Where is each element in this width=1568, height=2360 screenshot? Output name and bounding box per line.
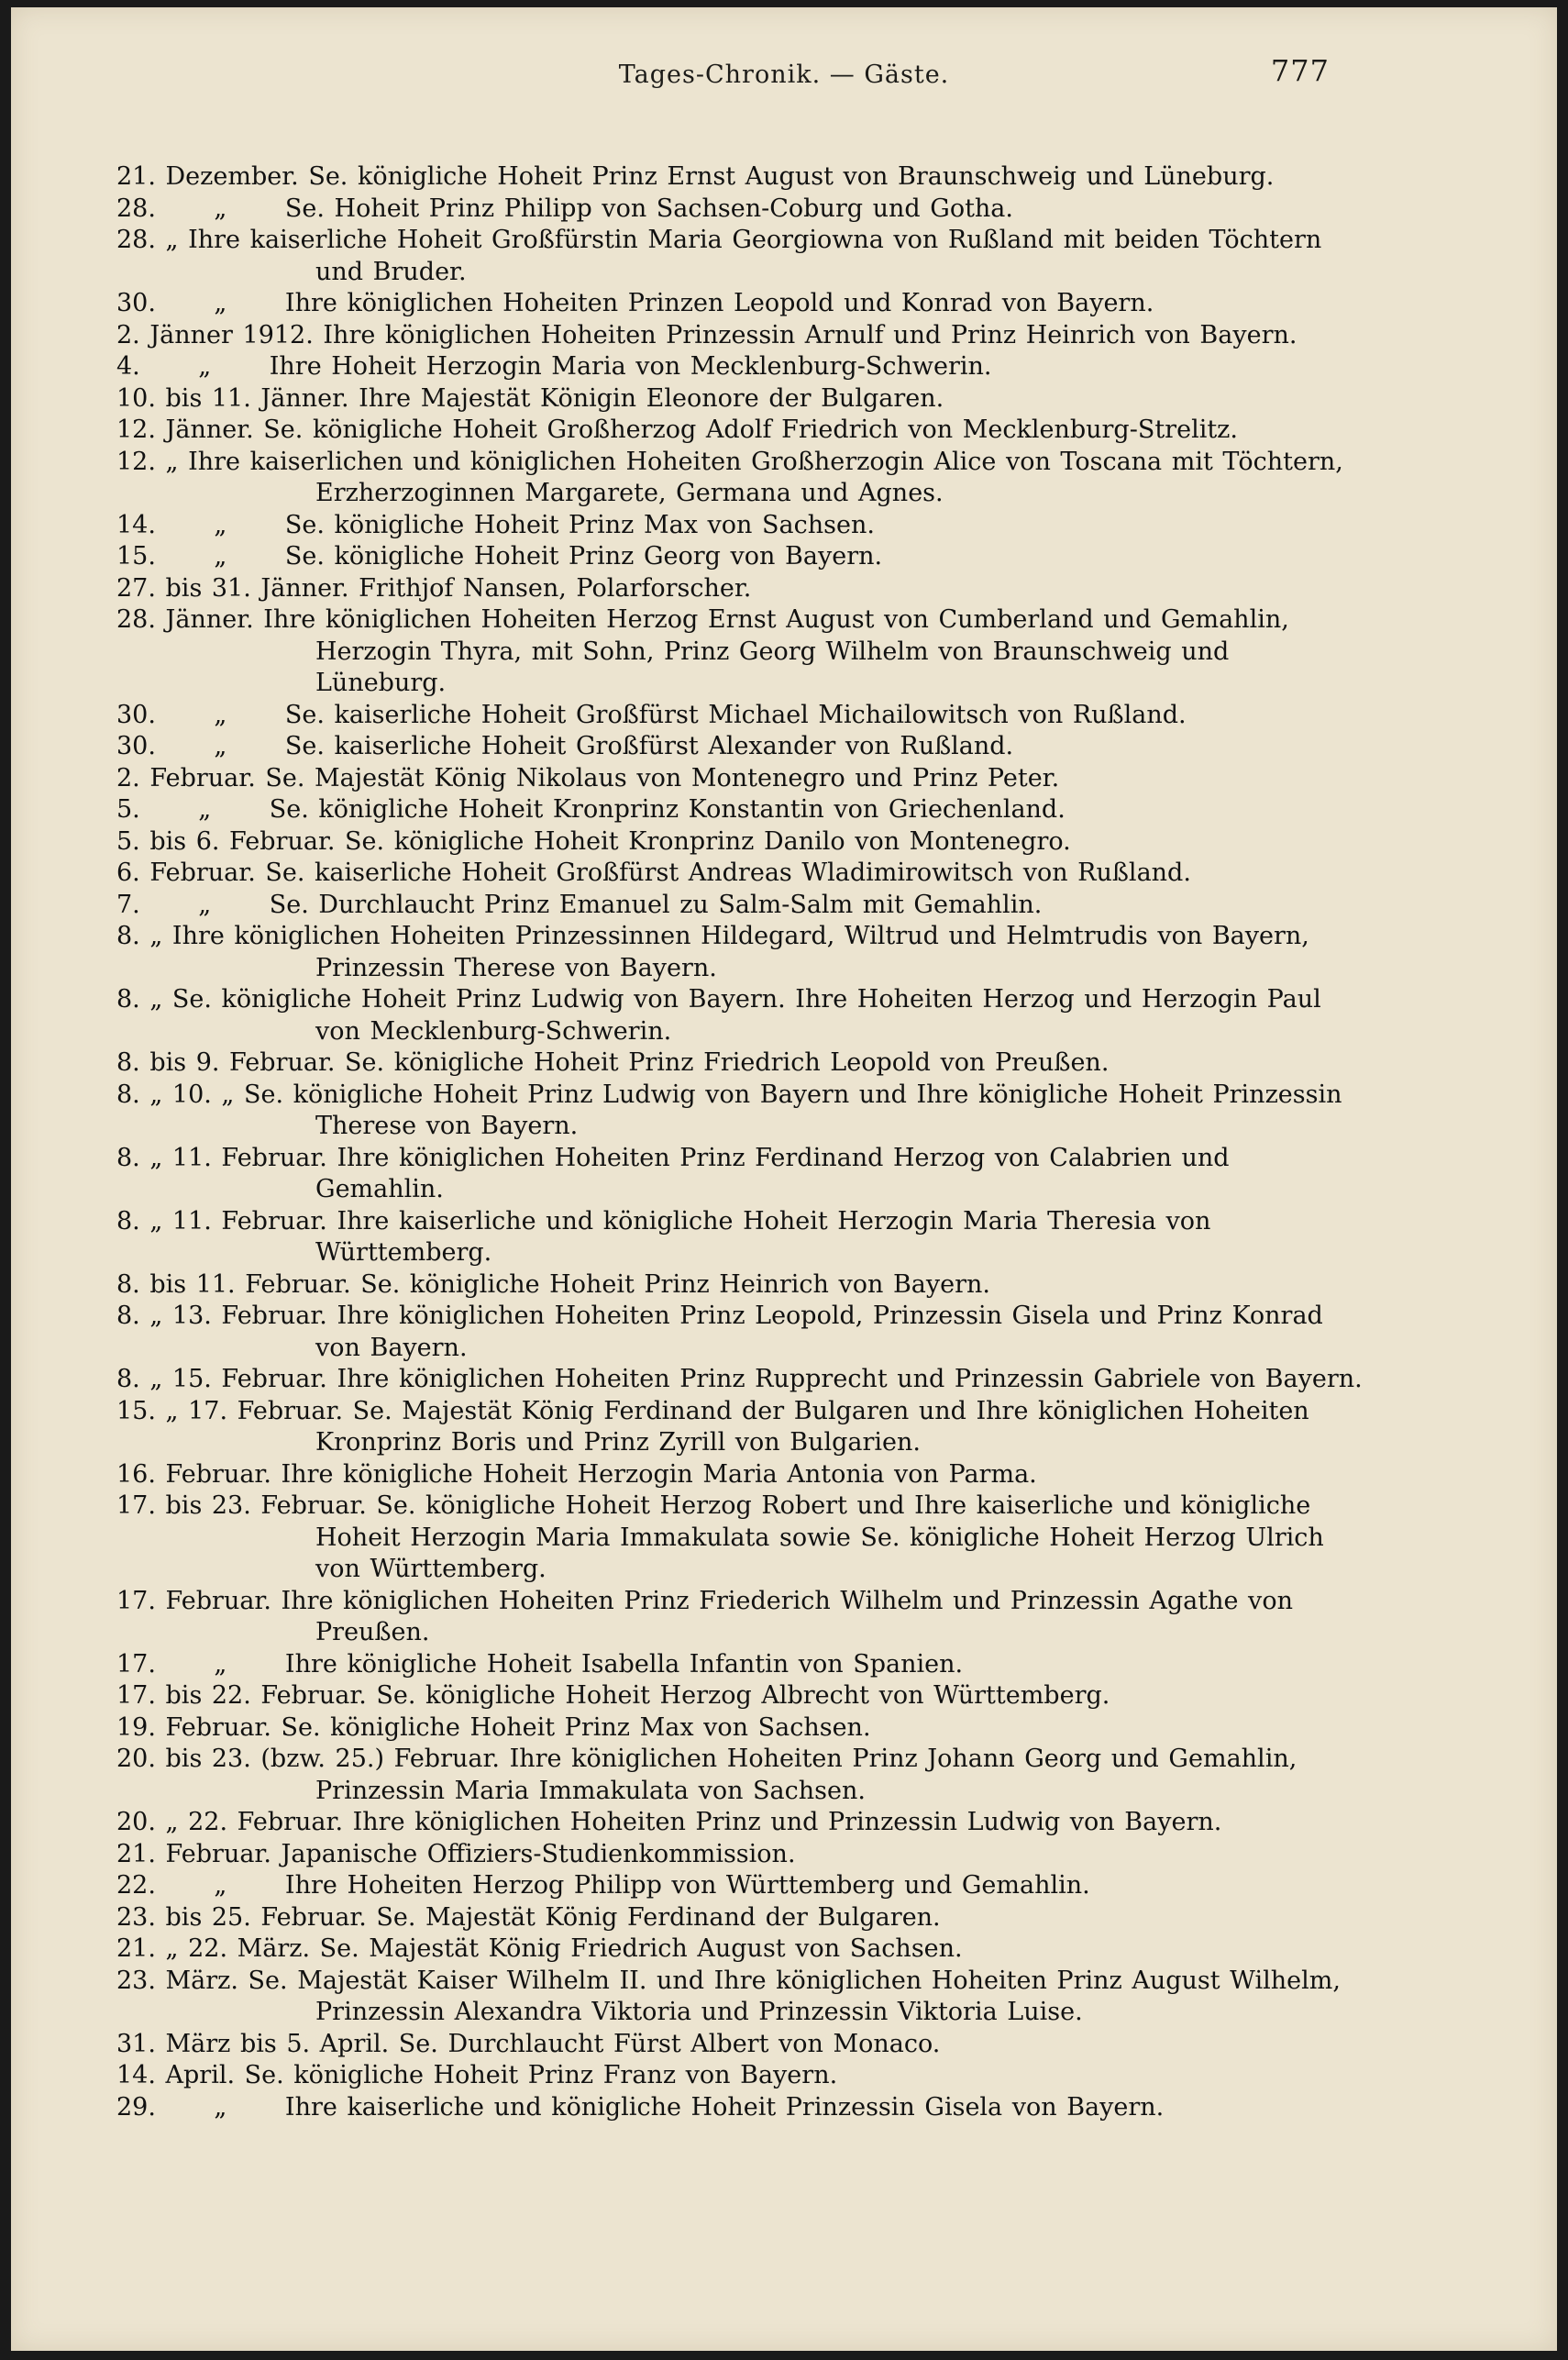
chronicle-entry: 10. bis 11. Jänner. Ihre Majestät Königin Eleonore der Bulgaren. (116, 383, 944, 413)
chronicle-entry: 16. Februar. Ihre königliche Hoheit Herzogin Maria Antonia von Parma. (116, 1459, 1037, 1489)
chronicle-entry: 8. bis 11. Februar. Se. königliche Hoheit Prinz Heinrich von Bayern. (116, 1269, 991, 1299)
chronicle-entry: 17. „ Ihre königliche Hoheit Isabella Infantin von Spanien. (116, 1649, 964, 1679)
chronicle-entry: 28. „ Se. Hoheit Prinz Philipp von Sachsen-Coburg und Gotha. (116, 194, 1013, 223)
chronicle-entry: 30. „ Ihre königlichen Hoheiten Prinzen Leopold und Konrad von Bayern. (116, 289, 1154, 317)
book-page (11, 7, 1557, 2351)
chronicle-entry: 28. Jänner. Ihre königlichen Hoheiten Herzog Ernst August von Cumberland und Gemahlin, Herzogin Thyra, mit Sohn, Prinz Georg Wilhelm von Braunschweig und Lüneburg. (116, 605, 1289, 697)
chronicle-entry: 23. März. Se. Majestät Kaiser Wilhelm II. und Ihre königlichen Hoheiten Prinz August Wilhelm, Prinzessin Alexandra Viktoria und Prinzessin Viktoria Luise. (116, 1966, 1341, 2026)
chronicle-entry: 4. „ Ihre Hoheit Herzogin Maria von Mecklenburg-Schwerin. (116, 352, 992, 381)
chronicle-entry: 5. „ Se. königliche Hoheit Kronprinz Konstantin von Griechenland. (116, 795, 1066, 824)
chronicle-entry: 22. „ Ihre Hoheiten Herzog Philipp von Württemberg und Gemahlin. (116, 1871, 1090, 1900)
chronicle-entry: 14. „ Se. königliche Hoheit Prinz Max von Sachsen. (116, 510, 875, 539)
chronicle-entry: 20. „ 22. Februar. Ihre königlichen Hoheiten Prinz und Prinzessin Ludwig von Bayern. (116, 1808, 1222, 1836)
chronicle-entry: 17. bis 22. Februar. Se. königliche Hoheit Herzog Albrecht von Württemberg. (116, 1681, 1110, 1710)
chronicle-entry: 8. „ 10. „ Se. königliche Hoheit Prinz Ludwig von Bayern und Ihre königliche Hoheit Prinzessin Therese von Bayern. (116, 1080, 1342, 1140)
chronicle-entry: 8. „ 11. Februar. Ihre kaiserliche und königliche Hoheit Herzogin Maria Theresia von Württemberg. (116, 1206, 1211, 1267)
chronicle-entry: 5. bis 6. Februar. Se. königliche Hoheit Kronprinz Danilo von Montenegro. (116, 826, 1071, 856)
chronicle-entry: 30. „ Se. kaiserliche Hoheit Großfürst Alexander von Rußland. (116, 732, 1014, 760)
chronicle-entry: 8. bis 9. Februar. Se. königliche Hoheit Prinz Friedrich Leopold von Preußen. (116, 1048, 1110, 1077)
chronicle-entry: 30. „ Se. kaiserliche Hoheit Großfürst Michael Michailowitsch von Rußland. (116, 700, 1187, 729)
chronicle-entry: 21. Dezember. Se. königliche Hoheit Prinz Ernst August von Braunschweig und Lüneburg. (116, 162, 1275, 191)
chronicle-entry: 8. „ 11. Februar. Ihre königlichen Hoheiten Prinz Ferdinand Herzog von Calabrien und Gemahlin. (116, 1143, 1230, 1203)
chronicle-entry: 14. April. Se. königliche Hoheit Prinz Franz von Bayern. (116, 2061, 838, 2089)
chronicle-entry: 2. Februar. Se. Majestät König Nikolaus von Montenegro und Prinz Peter. (116, 763, 1060, 792)
chronicle-entry: 15. „ Se. königliche Hoheit Prinz Georg von Bayern. (116, 542, 883, 571)
chronicle-entry: 12. „ Ihre kaiserlichen und königlichen Hoheiten Großherzogin Alice von Toscana mit Töchtern, Erzherzoginnen Margarete, Germana und Agnes. (116, 447, 1343, 507)
chronicle-entry: 15. „ 17. Februar. Se. Majestät König Ferdinand der Bulgaren und Ihre königlichen Hoheiten Kronprinz Boris und Prinz Zyrill von Bulgarien. (116, 1396, 1309, 1457)
chronicle-entry: 27. bis 31. Jänner. Frithjof Nansen, Polarforscher. (116, 573, 752, 603)
chronicle-entry: 2. Jänner 1912. Ihre königlichen Hoheiten Prinzessin Arnulf und Prinz Heinrich von Bayern. (116, 320, 1297, 349)
chronicle-entry: 7. „ Se. Durchlaucht Prinz Emanuel zu Salm-Salm mit Gemahlin. (116, 890, 1043, 919)
page-number: 777 (1270, 53, 1330, 88)
chronicle-entry: 21. „ 22. März. Se. Majestät König Friedrich August von Sachsen. (116, 1934, 963, 1963)
chronicle-list (116, 161, 1364, 2123)
running-head: Tages-Chronik. — Gäste. (618, 61, 950, 89)
chronicle-entry: 21. Februar. Japanische Offiziers-Studienkommission. (116, 1839, 796, 1868)
chronicle-entry: 8. „ 13. Februar. Ihre königlichen Hoheiten Prinz Leopold, Prinzessin Gisela und Prinz Konrad von Bayern. (116, 1302, 1323, 1362)
chronicle-entry: 23. bis 25. Februar. Se. Majestät König Ferdinand der Bulgaren. (116, 1902, 941, 1932)
chronicle-entry: 20. bis 23. (bzw. 25.) Februar. Ihre königlichen Hoheiten Prinz Johann Georg und Gemahlin, Prinzessin Maria Immakulata von Sachsen. (116, 1745, 1297, 1805)
chronicle-entry: 31. März bis 5. April. Se. Durchlaucht Fürst Albert von Monaco. (116, 2029, 941, 2058)
chronicle-entry: 29. „ Ihre kaiserliche und königliche Hoheit Prinzessin Gisela von Bayern. (116, 2092, 1165, 2122)
chronicle-entry: 17. bis 23. Februar. Se. königliche Hoheit Herzog Robert und Ihre kaiserliche und königliche Hoheit Herzogin Maria Immakulata sowie Se. königliche Hoheit Herzog Ulrich von Württemberg. (116, 1491, 1324, 1583)
chronicle-entry: 8. „ 15. Februar. Ihre königlichen Hoheiten Prinz Rupprecht und Prinzessin Gabriele von Bayern. (116, 1365, 1363, 1393)
page-header (11, 53, 1557, 99)
chronicle-entry: 8. „ Se. königliche Hoheit Prinz Ludwig von Bayern. Ihre Hoheiten Herzog und Herzogin Paul von Mecklenburg-Schwerin. (116, 985, 1321, 1046)
chronicle-entry: 28. „ Ihre kaiserliche Hoheit Großfürstin Maria Georgiowna von Rußland mit beiden Töchtern und Bruder. (116, 226, 1322, 286)
chronicle-entry: 19. Februar. Se. königliche Hoheit Prinz Max von Sachsen. (116, 1712, 871, 1742)
chronicle-entry: 12. Jänner. Se. königliche Hoheit Großherzog Adolf Friedrich von Mecklenburg-Strelitz. (116, 415, 1238, 444)
chronicle-entry: 17. Februar. Ihre königlichen Hoheiten Prinz Friederich Wilhelm und Prinzessin Agathe von Preußen. (116, 1586, 1293, 1646)
chronicle-entry: 6. Februar. Se. kaiserliche Hoheit Großfürst Andreas Wladimirowitsch von Rußland. (116, 859, 1191, 887)
chronicle-entry: 8. „ Ihre königlichen Hoheiten Prinzessinnen Hildegard, Wiltrud und Helmtrudis von Bayern, Prinzessin Therese von Bayern. (116, 922, 1309, 982)
